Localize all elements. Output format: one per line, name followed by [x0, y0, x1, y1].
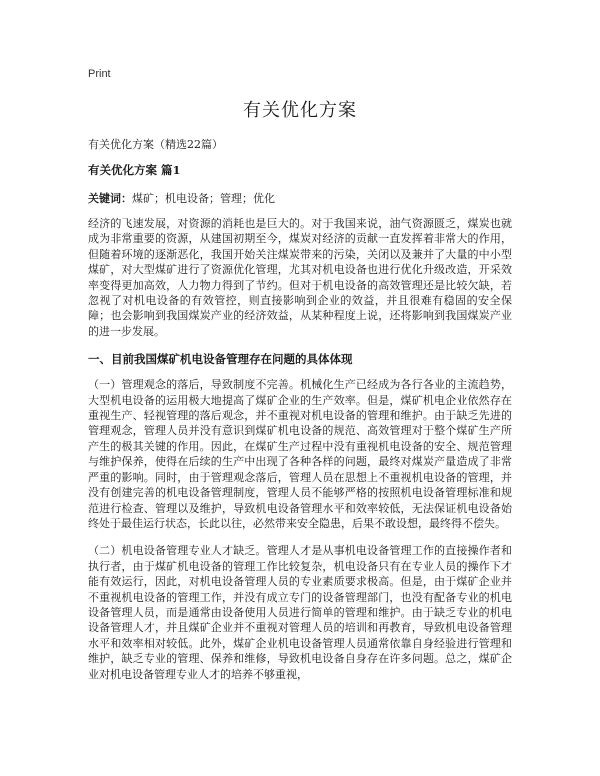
- document-subtitle: 有关优化方案（精选22篇）: [88, 138, 223, 151]
- keywords-line: [88, 190, 512, 206]
- paragraph-1: （一）管理观念的落后，导致制度不完善。机械化生产已经成为各行各业的主流趋势，大型机电设备的运用极大地提高了煤矿企业的生产效率。但是，煤矿机电企业依然存在重视生产、轻视管理的落后观念，并不重视对机电设备的管理和维护。由于缺乏先进的管理观念，管理人员并没有意识到煤矿机电设备的规范、高效管理对于整个煤矿生产所产生的极其关键的作用。因此，在煤矿生产过程中没有重视机电设备的安全、规范管理与维护保养，使得在后续的生产中出现了各种各样的问题，最终对煤炭产量造成了非常严重的影响。同时，由于管理观念落后，管理人员在思想上不重视机电设备的管理，并没有创建完善的机电设备管理制度，管理人员不能够严格的按照机电设备管理标准和规范进行检查、管理以及维护，导致机电设备管理水平和效率较低，无法保证机电设备始终处于最佳运行状态，长此以往，必然带来安全隐患，后果不敢设想，最终得不偿失。: [88, 378, 512, 530]
- intro-paragraph: 经济的飞速发展，对资源的消耗也是巨大的。对于我国来说，油气资源匮乏，煤炭也就成为非常重要的资源，从建国初期至今，煤炭对经济的贡献一直发挥着非常大的作用，但随着环境的逐渐恶化，我国开始关注煤炭带来的污染，关闭以及兼并了大量的中小型煤矿，对大型煤矿进行了资源优化管理，尤其对机电设备也进行优化升级改造，开采效率变得更加高效，人力物力得到了节约。但对于机电设备的高效管理还是比较欠缺，若忽视了对机电设备的有效管控，则直接影响到企业的效益，并且很难有稳固的安全保障；也会影响到我国煤炭产业的经济效益，从某种程度上说，还将影响到我国煤炭产业的进一步发展。: [88, 217, 512, 338]
- heading-1: 一、目前我国煤矿机电设备管理存在问题的具体体现: [88, 352, 353, 367]
- section-title: 有关优化方案 篇1: [88, 163, 181, 177]
- page-title: 有关优化方案: [243, 100, 357, 121]
- keywords-label: 关键词：: [88, 192, 132, 205]
- keywords-value: 煤矿；机电设备；管理；优化: [132, 192, 275, 205]
- print-label: Print: [88, 68, 111, 80]
- paragraph-2: （二）机电设备管理专业人才缺乏。管理人才是从事机电设备管理工作的直接操作者和执行者，由于煤矿机电设备的管理工作比较复杂，机电设备只有在专业人员的操作下才能有效运行，因此，对机电设备管理人员的专业素质要求极高。但是，由于煤矿企业并不重视机电设备的管理工作，并没有成立专门的设备管理部门，也没有配备专业的机电设备管理人员，而是通常由设备使用人员进行简单的管理和维护。由于缺乏专业的机电设备管理人才，并且煤矿企业并不重视对管理人员的培训和再教育，导致机电设备管理水平和效率相对较低。此外，煤矿企业机电设备管理人员通常依靠自身经验进行管理和维护，缺乏专业的管理、保养和维修，导致机电设备自身存在许多问题。总之，煤矿企业对机电设备管理专业人才的培养不够重视，: [88, 544, 512, 681]
